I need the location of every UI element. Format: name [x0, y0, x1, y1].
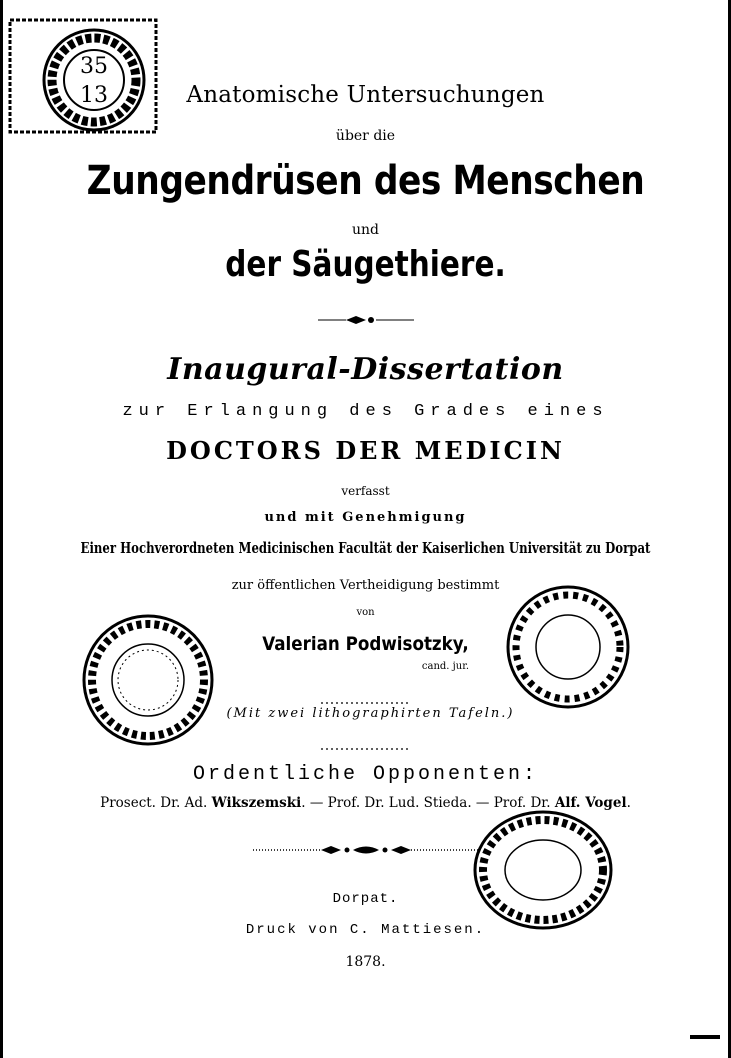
- opponents-list: [0, 795, 731, 811]
- printer-line: Druck von C. Mattiesen.: [245, 922, 486, 938]
- dotted-divider-2: [0, 736, 731, 755]
- opponent-3-name: Alf. Vogel: [554, 795, 627, 811]
- scan-speck: [690, 1035, 720, 1039]
- opponent-2-text: . — Prof. Dr. Lud. Stieda. — Prof. Dr.: [301, 795, 555, 811]
- ornamental-rule: [0, 842, 731, 861]
- title-line-4: und: [352, 222, 379, 238]
- opponent-1-prefix: Prosect. Dr. Ad.: [100, 795, 212, 811]
- degree-line: DOCTORS DER MEDICIN: [166, 436, 565, 465]
- von-line: von: [356, 607, 375, 618]
- main-title: Zungendrüsen des Menschen: [86, 158, 645, 204]
- author-title: cand. jur.: [421, 661, 470, 672]
- purpose-line: zur Erlangung des Grades eines: [122, 402, 609, 421]
- stamp-number-top: 35: [80, 54, 108, 79]
- plates-note: (Mit zwei lithographirten Tafeln.): [226, 706, 515, 721]
- library-stamp-top-left: [8, 18, 158, 134]
- permission-line: und mit Genehmigung: [264, 510, 467, 525]
- inaugural-heading: Inaugural-Dissertation: [167, 352, 564, 387]
- opponent-1-name: Wikszemski: [211, 795, 302, 811]
- defence-line: zur öffentlichen Vertheidigung bestimmt: [231, 578, 500, 593]
- author-name: Valerian Podwisotzky,: [262, 633, 469, 655]
- scan-speck: [0, 0, 3, 1058]
- title-line-2: über die: [335, 128, 396, 144]
- opponents-heading: Ordentliche Opponenten:: [192, 763, 539, 786]
- year-line: 1878.: [345, 954, 386, 970]
- opponent-3-suffix: .: [626, 795, 631, 811]
- library-stamp-mid-left: [78, 610, 218, 750]
- verfasst-line: verfasst: [341, 484, 390, 498]
- title-line-5: der Säugethiere.: [225, 244, 506, 285]
- place-line: Dorpat.: [332, 891, 399, 907]
- stamp-number-bottom: 13: [80, 83, 108, 108]
- title-line-1: Anatomische Untersuchungen: [186, 82, 545, 108]
- library-stamp-bottom-right: [468, 806, 618, 934]
- faculty-line: Einer Hochverordneten Medicinischen Facultät der Kaiserlichen Universität zu Dorpat: [80, 539, 651, 557]
- ornament-divider: [0, 311, 731, 330]
